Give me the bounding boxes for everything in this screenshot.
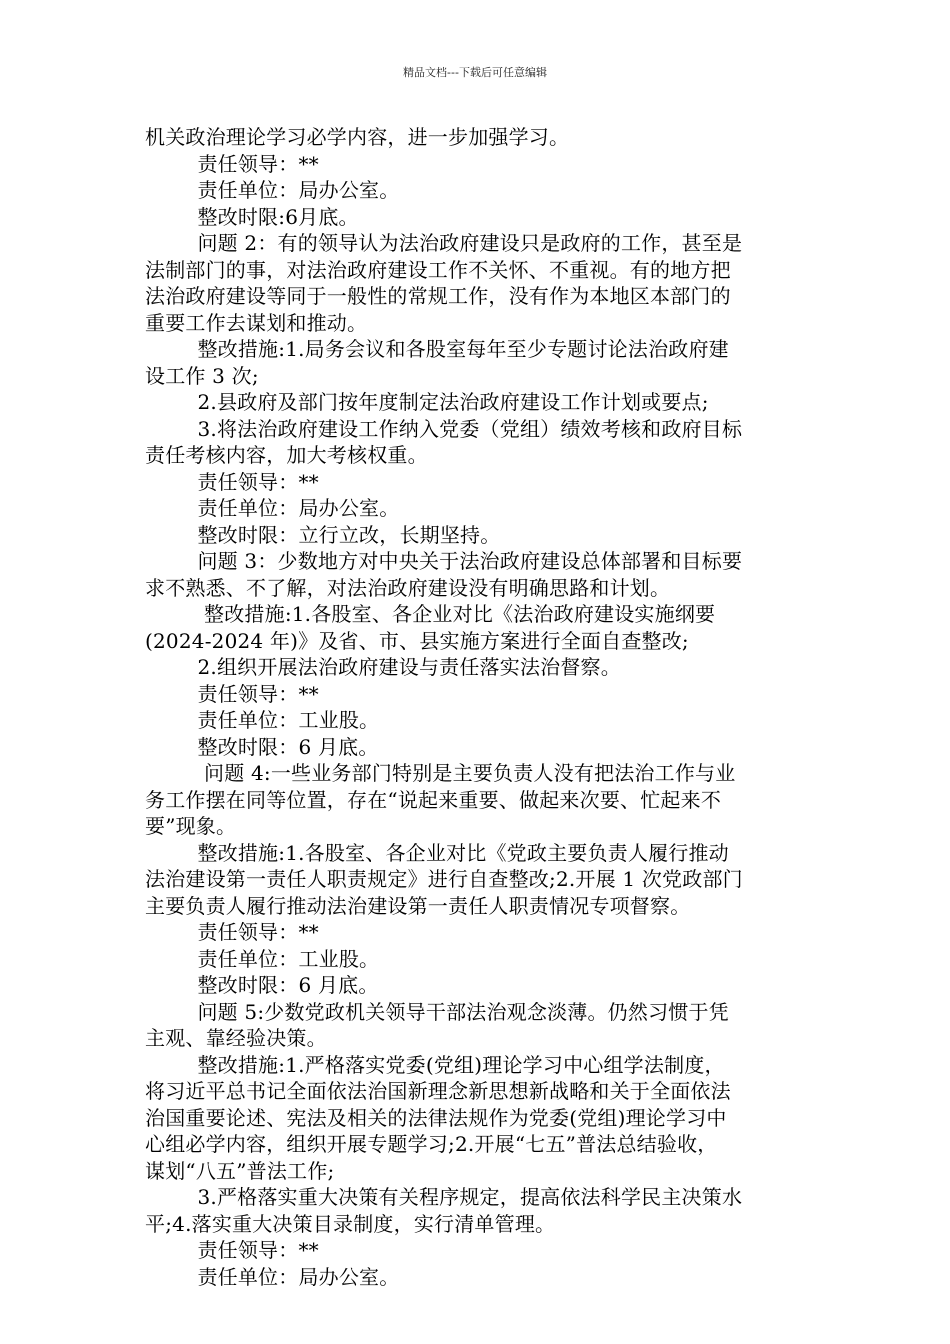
text-line: 谋划“八五”普法工作; — [145, 1158, 335, 1183]
text-line: 问题 5:少数党政机关领导干部法治观念淡薄。仍然习惯于凭 — [145, 999, 729, 1024]
text-line: 主观、靠经验决策。 — [145, 1026, 327, 1050]
text-line: 法治建设第一责任人职责规定》进行自查整改;2.开展 1 次党政部门 — [145, 867, 743, 891]
text-line: 法治政府建设等同于一般性的常规工作，没有作为本地区本部门的 — [145, 284, 731, 308]
text-line: 责任单位：工业股。 — [145, 946, 380, 971]
text-line: 重要工作去谋划和推动。 — [145, 310, 368, 335]
text-line: 要”现象。 — [145, 814, 237, 838]
text-line: 责任单位：局办公室。 — [145, 178, 400, 202]
text-line: 平;4.落实重大决策目录制度，实行清单管理。 — [145, 1211, 556, 1236]
text-line: 责任领导：** — [145, 1238, 319, 1262]
text-line: 3.将法治政府建设工作纳入党委（党组）绩效考核和政府目标 — [145, 416, 743, 441]
text-line: 整改措施:1.各股室、各企业对比《法治政府建设实施纲要 — [145, 602, 716, 626]
text-line: (2024-2024 年)》及省、市、县实施方案进行全面自查整改; — [145, 628, 689, 653]
text-line: 整改措施:1.各股室、各企业对比《党政主要负责人履行推动 — [145, 840, 729, 865]
text-line: 责任领导：** — [145, 469, 319, 494]
text-line: 责任领导：** — [145, 151, 319, 176]
text-line: 法制部门的事，对法治政府建设工作不关怀、不重视。有的地方把 — [145, 257, 731, 282]
text-line: 问题 2：有的领导认为法治政府建设只是政府的工作，甚至是 — [145, 231, 743, 255]
text-line: 求不熟悉、不了解，对法治政府建设没有明确思路和计划。 — [145, 575, 671, 600]
text-line: 2.县政府及部门按年度制定法治政府建设工作计划或要点; — [145, 390, 709, 414]
text-line: 责任领导：** — [145, 681, 319, 706]
text-line: 整改时限：6 月底。 — [145, 973, 379, 997]
page-header: 精品文档---下载后可任意编辑 — [403, 66, 547, 79]
text-line: 问题 4:一些业务部门特别是主要负责人没有把法治工作与业 — [145, 761, 736, 785]
text-line: 整改措施:1.严格落实党委(党组)理论学习中心组学法制度， — [145, 1052, 725, 1077]
text-line: 整改时限：立行立改，长期坚持。 — [145, 522, 501, 547]
text-line: 将习近平总书记全面依法治国新理念新思想新战略和关于全面依法 — [145, 1079, 731, 1103]
document-body — [145, 124, 813, 1290]
text-line: 整改措施:1.局务会议和各股室每年至少专题讨论法治政府建 — [145, 337, 729, 361]
text-line: 3.严格落实重大决策有关程序规定，提高依法科学民主决策水 — [145, 1185, 743, 1209]
text-line: 责任单位：工业股。 — [145, 708, 380, 732]
text-line: 治国重要论述、宪法及相关的法律法规作为党委(党组)理论学习中 — [145, 1105, 727, 1130]
text-line: 主要负责人履行推动法治建设第一责任人职责情况专项督察。 — [145, 893, 691, 918]
text-line: 心组必学内容，组织开展专题学习;2.开展“七五”普法总结验收， — [145, 1132, 718, 1156]
text-line: 2.组织开展法治政府建设与责任落实法治督察。 — [145, 655, 621, 679]
text-line: 整改时限：6 月底。 — [145, 734, 379, 759]
text-line: 责任单位：局办公室。 — [145, 1264, 400, 1289]
text-line: 责任领导：** — [145, 920, 319, 944]
text-line: 责任单位：局办公室。 — [145, 496, 400, 520]
text-line: 责任考核内容，加大考核权重。 — [145, 443, 428, 467]
text-line: 务工作摆在同等位置，存在“说起来重要、做起来次要、忙起来不 — [145, 787, 722, 812]
text-line: 机关政治理论学习必学内容，进一步加强学习。 — [145, 125, 570, 149]
text-line: 设工作 3 次; — [145, 363, 259, 388]
text-line: 整改时限:6月底。 — [145, 204, 359, 229]
text-line: 问题 3：少数地方对中央关于法治政府建设总体部署和目标要 — [145, 549, 743, 573]
